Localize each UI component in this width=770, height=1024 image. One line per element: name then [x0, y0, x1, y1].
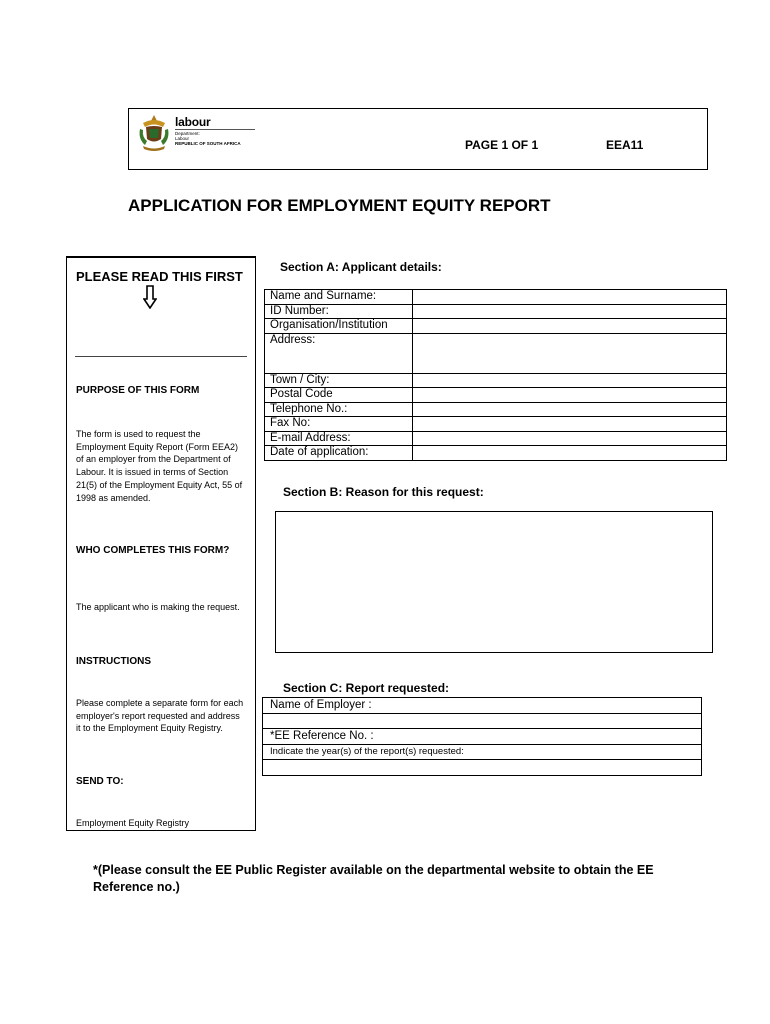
- who-completes-heading: WHO COMPLETES THIS FORM?: [76, 545, 230, 556]
- email-field[interactable]: [413, 431, 727, 446]
- table-row: [265, 333, 727, 373]
- id-number-label: ID Number:: [265, 304, 413, 319]
- organisation-label: Organisation/Institution: [265, 319, 413, 334]
- send-to-heading: SEND TO:: [76, 776, 124, 787]
- table-row: [263, 713, 702, 729]
- report-years-field[interactable]: [263, 760, 702, 776]
- logo-brand: labour: [175, 115, 211, 129]
- name-surname-field[interactable]: [413, 290, 727, 305]
- section-b-heading: Section B: Reason for this request:: [283, 485, 484, 499]
- logo-line-2: Labour: [175, 136, 190, 141]
- employer-name-label[interactable]: Name of Employer :: [263, 698, 702, 714]
- section-c-heading: Section C: Report requested:: [283, 681, 450, 695]
- table-row: [263, 698, 702, 714]
- applicant-details-table: [264, 289, 727, 461]
- report-years-label[interactable]: Indicate the year(s) of the report(s) requested:: [263, 744, 702, 760]
- table-row: [265, 417, 727, 432]
- purpose-text: The form is used to request the Employment Equity Report (Form EEA2) of an employer from the Department of Labour. It is issued in terms of Section 21(5) of the Employment Equity Act, 55 of 1998 as amended.: [76, 429, 243, 503]
- email-label: E-mail Address:: [265, 431, 413, 446]
- logo-line-1: Department:: [175, 131, 200, 136]
- table-row: [265, 319, 727, 334]
- please-read-heading: PLEASE READ THIS FIRST: [76, 269, 243, 284]
- page-number: PAGE 1 OF 1: [465, 138, 539, 152]
- table-row: [263, 760, 702, 776]
- table-row: [265, 304, 727, 319]
- who-completes-text: The applicant who is making the request.: [76, 602, 240, 612]
- logo-rule: [175, 129, 255, 130]
- town-city-field[interactable]: [413, 373, 727, 388]
- footnote: *(Please consult the EE Public Register available on the departmental website to obtain the EE Reference no.): [93, 863, 654, 894]
- reason-for-request-field[interactable]: [275, 511, 713, 653]
- arrow-down-icon: [143, 285, 157, 309]
- fax-label: Fax No:: [265, 417, 413, 432]
- id-number-field[interactable]: [413, 304, 727, 319]
- postal-code-field[interactable]: [413, 388, 727, 403]
- fax-field[interactable]: [413, 417, 727, 432]
- organisation-field[interactable]: [413, 319, 727, 334]
- address-label: Address:: [265, 333, 413, 373]
- section-a-heading: Section A: Applicant details:: [280, 260, 442, 274]
- employer-name-field[interactable]: [263, 713, 702, 729]
- ee-reference-label[interactable]: *EE Reference No. :: [263, 729, 702, 745]
- logo-line-3: REPUBLIC OF SOUTH AFRICA: [175, 141, 241, 146]
- table-row: [265, 446, 727, 461]
- telephone-label: Telephone No.:: [265, 402, 413, 417]
- instructions-panel: [66, 256, 256, 831]
- table-row: [263, 729, 702, 745]
- purpose-heading: PURPOSE OF THIS FORM: [76, 385, 200, 396]
- form-code: EEA11: [606, 138, 644, 152]
- date-of-application-label: Date of application:: [265, 446, 413, 461]
- town-city-label: Town / City:: [265, 373, 413, 388]
- postal-code-label: Postal Code: [265, 388, 413, 403]
- table-row: [263, 744, 702, 760]
- send-to-text: Employment Equity Registry: [76, 818, 190, 828]
- table-row: [265, 373, 727, 388]
- panel-divider: [75, 356, 247, 357]
- telephone-field[interactable]: [413, 402, 727, 417]
- table-row: [265, 388, 727, 403]
- address-field[interactable]: [413, 333, 727, 373]
- table-row: [265, 431, 727, 446]
- name-surname-label: Name and Surname:: [265, 290, 413, 305]
- table-row: [265, 402, 727, 417]
- page-title: APPLICATION FOR EMPLOYMENT EQUITY REPORT: [128, 196, 551, 215]
- instructions-text: Please complete a separate form for each employer's report requested and address it to the Employment Equity Registry.: [76, 698, 244, 734]
- department-logo: [137, 113, 265, 153]
- table-row: [265, 290, 727, 305]
- date-of-application-field[interactable]: [413, 446, 727, 461]
- instructions-heading: INSTRUCTIONS: [76, 656, 151, 667]
- report-requested-table: [262, 697, 702, 776]
- coat-of-arms-icon: [137, 113, 171, 153]
